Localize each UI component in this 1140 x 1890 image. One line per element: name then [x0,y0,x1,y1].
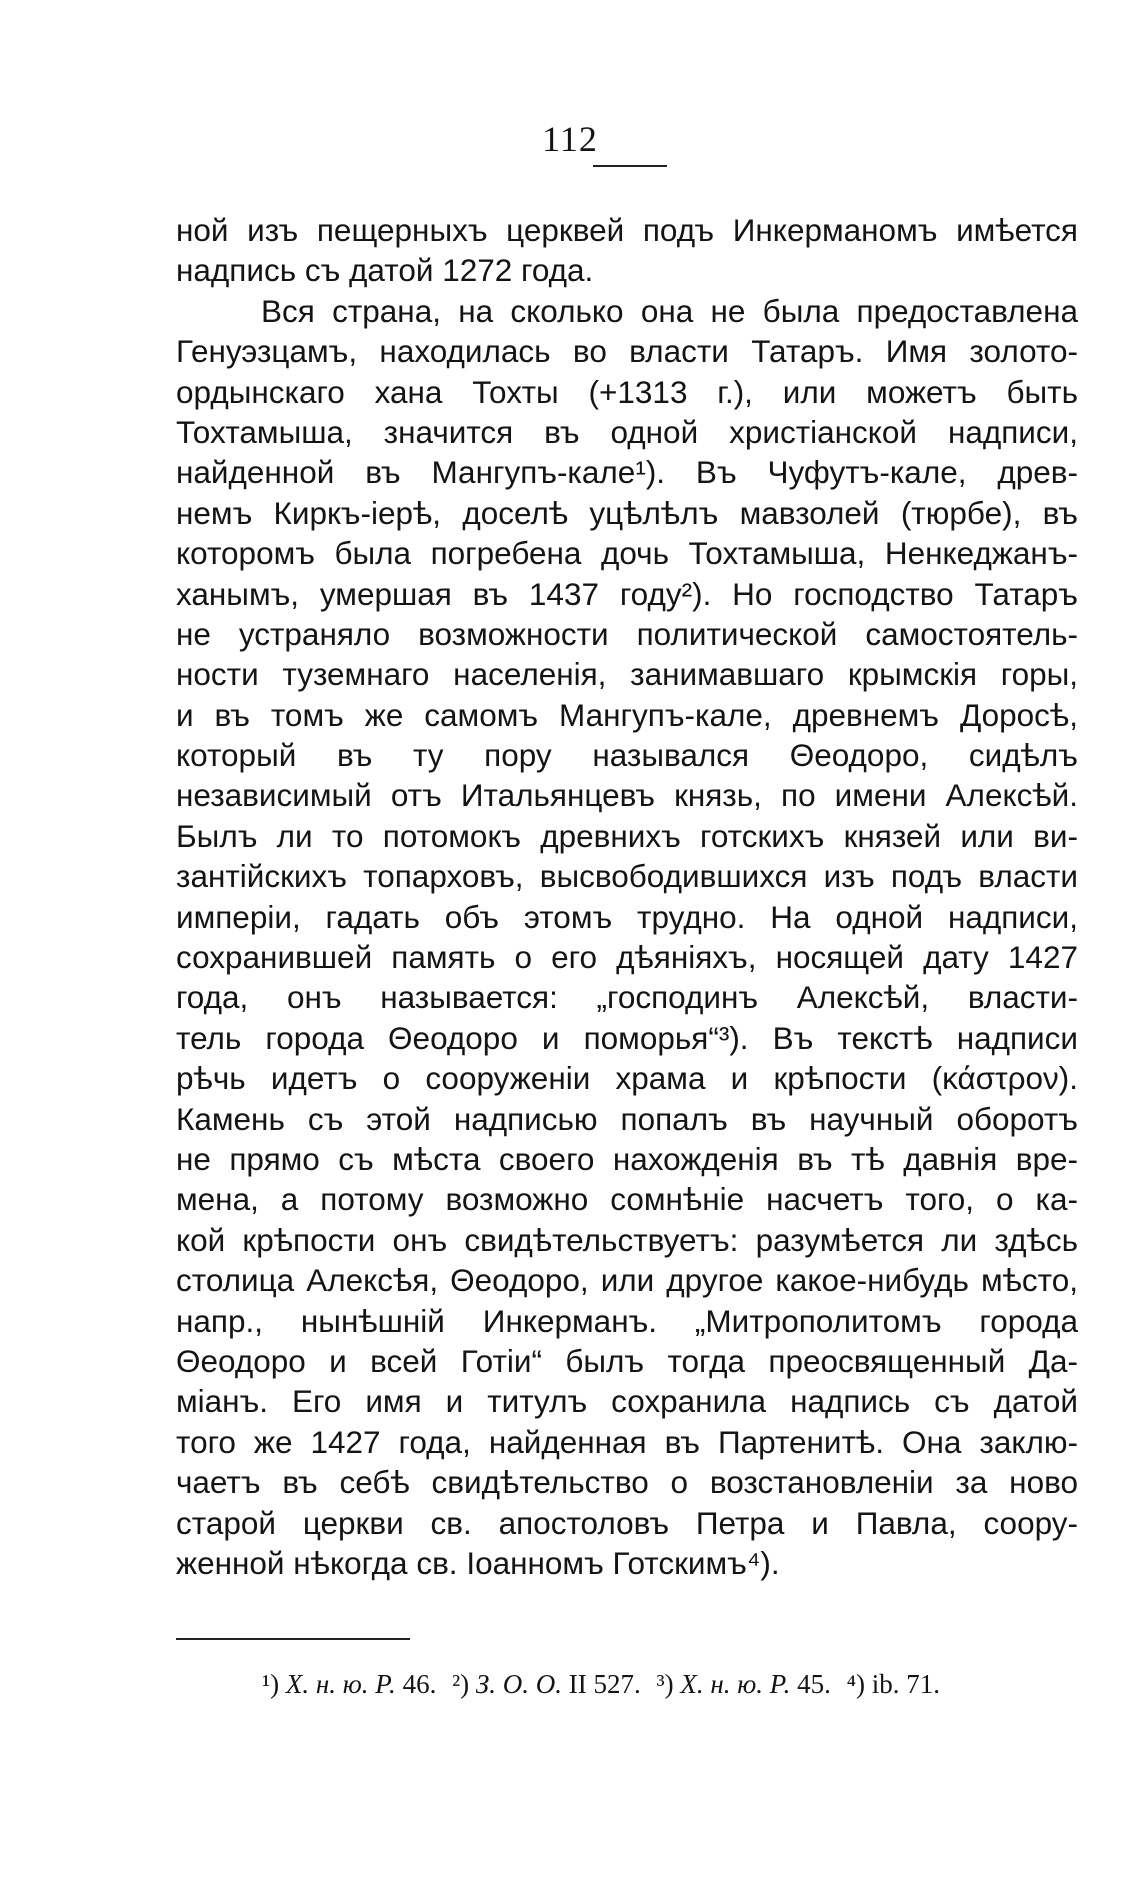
text-line: міанъ. Его имя и титулъ сохранила надпись съ датой [176,1383,1078,1420]
footnote-source: Х. н. ю. Р. [285,1669,396,1699]
text-line: Былъ ли то потомокъ древнихъ готскихъ князей или ви- [176,817,1078,854]
text-line: ордынскаго хана Тохты (+1313 г.), или можетъ быть [176,373,1078,410]
footnote-item [262,1669,443,1699]
footnote-separator [176,1638,410,1640]
text-line: чаетъ въ себѣ свидѣтельство о возстановленіи за ново [176,1464,1078,1501]
footnote-source: З. О. О. [475,1669,563,1699]
text-line: ханымъ, умершая въ 1437 году²). Но господство Татаръ [176,575,1078,612]
footnote-mark: ⁴) [846,1669,865,1699]
text-line: Тохтамыша, значится въ одной христіанской надписи, [176,413,1078,450]
footnote-mark: ³) [656,1669,674,1699]
text-line: имперіи, гадать объ этомъ трудно. На одной надписи, [176,898,1078,935]
text-line: старой церкви св. апостоловъ Петра и Павла, соору- [176,1504,1078,1541]
text-line: мена, а потому возможно сомнѣніе насчетъ того, о ка- [176,1181,1078,1218]
text-line: который въ ту пору назывался Θеодоро, сидѣлъ [176,737,1078,774]
text-line: Генуэзцамъ, находилась во власти Татаръ. Имя золото- [176,333,1078,370]
text-line: столица Алексѣя, Θеодоро, или другое какое-нибудь мѣсто, [176,1262,1078,1299]
text-line: года, онъ называется: „господинъ Алексѣй, власти- [176,979,1078,1016]
text-line: которомъ была погребена дочь Тохтамыша, Ненкеджанъ- [176,535,1078,572]
text-line: Θеодоро и всей Готіи“ былъ тогда преосвященный Да- [176,1342,1078,1379]
text-line: ности туземнаго населенія, занимавшаго крымскія горы, [176,656,1078,693]
footnote-ref: II 527. [568,1669,641,1699]
text-line: женной нѣкогда св. Іоанномъ Готскимъ⁴). [176,1544,780,1581]
text-line: не устраняло возможности политической самостоятель- [176,615,1078,652]
text-line: того же 1427 года, найденная въ Партенитѣ. Она заклю- [176,1423,1078,1460]
footnote-item [452,1669,647,1699]
footnote-mark: ²) [452,1669,470,1699]
footnote-ref: 45. [797,1669,831,1699]
page-number-underline [593,165,667,167]
footnote-source: Х. н. ю. Р. [680,1669,791,1699]
text-line: рѣчь идетъ о сооруженіи храма и крѣпости (κάστρον). [176,1060,1078,1097]
text-line: зантійскихъ топарховъ, высвободившихся изъ подъ власти [176,858,1078,895]
text-line: не прямо съ мѣста своего нахожденія въ тѣ давнія вре- [176,1140,1078,1177]
footnote-item [847,1669,940,1699]
text-line: найденной въ Мангупъ-кале¹). Въ Чуфутъ-кале, древ- [176,454,1078,491]
text-line: надпись съ датой 1272 года. [176,252,594,289]
body-text [176,210,1078,1583]
footnote-ref: ib. 71. [871,1669,940,1699]
text-line: независимый отъ Итальянцевъ князь, по имени Алексѣй. [176,777,1078,814]
text-line: напр., нынѣшній Инкерманъ. „Митрополитомъ города [176,1302,1078,1339]
text-line: ной изъ пещерныхъ церквей подъ Инкерманомъ имѣется [176,212,1078,248]
footnote-mark: ¹) [262,1669,280,1699]
footnotes [262,1666,1078,1702]
text-line: тель города Θеодоро и поморья“³). Въ текстѣ надписи [176,1019,1078,1056]
text-line: кой крѣпости онъ свидѣтельствуетъ: разумѣется ли здѣсь [176,1221,1078,1258]
text-line: немъ Киркъ-іерѣ, доселѣ уцѣлѣлъ мавзолей (тюрбе), въ [176,494,1078,531]
page-number: 112 [542,119,598,159]
footnote-ref: 46. [402,1669,437,1699]
text-line: Камень съ этой надписью попалъ въ научный оборотъ [176,1100,1078,1137]
text-line: сохранившей память о его дѣяніяхъ, носящей дату 1427 [176,939,1078,976]
text-line: Вся страна, на сколько она не была предоставлена [261,292,1078,329]
text-line: и въ томъ же самомъ Мангупъ-кале, древнемъ Доросѣ, [176,696,1078,733]
footnote-item [657,1669,838,1699]
